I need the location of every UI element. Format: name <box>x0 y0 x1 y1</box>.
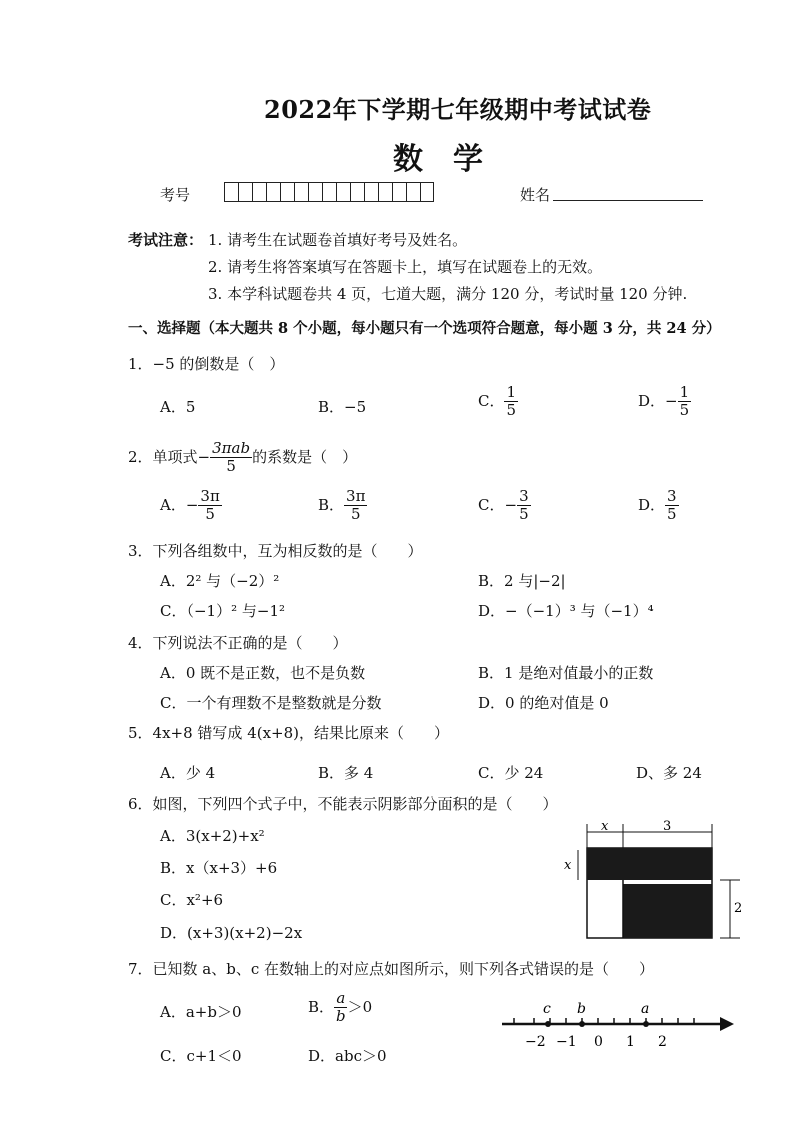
point-label-b: b <box>577 1001 586 1017</box>
q5-option-d: D、多 24 <box>636 764 702 782</box>
q5-option-a: A．少 4 <box>160 764 216 782</box>
notice-item: 1. 请考生在试题卷首填好考号及姓名。 <box>208 231 468 249</box>
label-x-top: x <box>601 819 609 834</box>
tick-label: 0 <box>594 1034 603 1050</box>
option-label: C． <box>478 495 505 514</box>
q6-option-a: A．3(x+2)+x² <box>160 827 265 845</box>
digit-box[interactable] <box>322 182 336 202</box>
name-field[interactable] <box>553 200 703 201</box>
denominator: 5 <box>350 505 361 524</box>
fraction <box>334 990 348 1026</box>
stem-text: 2．单项式 <box>128 447 198 466</box>
digit-box[interactable] <box>350 182 364 202</box>
tick-label: 2 <box>658 1034 667 1050</box>
q3-option-a: A．2² 与（−2）² <box>160 572 280 590</box>
q5-option-c: C．少 24 <box>478 764 544 782</box>
tick-label: 1 <box>626 1034 635 1050</box>
point-label-c: c <box>543 1001 551 1017</box>
q1-option-d <box>638 384 691 420</box>
q1-option-c <box>478 384 518 420</box>
point-b <box>579 1021 585 1027</box>
numerator: 3π <box>200 487 220 505</box>
point-c <box>545 1021 551 1027</box>
q2-option-b <box>318 488 367 524</box>
label-x-left: x <box>564 858 572 873</box>
option-label: B． <box>308 997 335 1016</box>
option-label: C． <box>478 391 505 410</box>
math-term: b <box>336 1007 346 1026</box>
axis-arrow-icon <box>720 1017 734 1031</box>
q2-option-d <box>638 488 679 524</box>
question-3-stem: 3．下列各组数中，互为相反数的是（ ） <box>128 542 423 560</box>
question-4-stem: 4．下列说法不正确的是（ ） <box>128 634 348 652</box>
digit-box[interactable] <box>280 182 294 202</box>
q4-option-a: A．0 既不是正数，也不是负数 <box>160 664 366 682</box>
minus-sign: − <box>504 495 518 514</box>
denominator: 5 <box>226 457 236 476</box>
fraction <box>517 488 531 524</box>
q6-option-b: B．x（x+3）+6 <box>160 859 278 877</box>
fraction <box>665 488 679 524</box>
numerator: 3π <box>346 487 366 505</box>
exam-title: 2022年下学期七年级期中考试试卷 <box>264 95 652 124</box>
tick-label: −2 <box>525 1034 546 1050</box>
q6-option-c: C．x²+6 <box>160 891 224 909</box>
option-label: D． <box>638 391 666 410</box>
digit-box[interactable] <box>336 182 350 202</box>
denominator: 5 <box>205 505 215 524</box>
q1-option-b: B．−5 <box>318 398 367 416</box>
shaded-bottom-region <box>623 884 712 938</box>
digit-box[interactable] <box>252 182 266 202</box>
digit-box[interactable] <box>420 182 434 202</box>
stem-text: 的系数是（ ） <box>252 447 358 466</box>
q7-option-a: A．a+b＞0 <box>160 1003 242 1021</box>
question-7-stem: 7．已知数 a、b、c 在数轴上的对应点如图所示，则下列各式错误的是（ ） <box>128 960 655 978</box>
numerator: 1 <box>679 383 690 401</box>
digit-box[interactable] <box>238 182 252 202</box>
question-2-stem <box>128 440 357 476</box>
q7-option-b <box>308 990 372 1026</box>
q3-option-b: B．2 与|−2| <box>478 572 566 590</box>
question-1-stem: 1．−5 的倒数是（ ） <box>128 355 285 373</box>
shaded-top-region <box>587 848 712 880</box>
digit-box[interactable] <box>406 182 420 202</box>
name-label: 姓名 <box>520 186 551 204</box>
section-heading: 一、选择题（本大题共 8 个小题，每小题只有一个选项符合题意，每小题 3 分，共 24 分） <box>128 320 721 337</box>
question-5-stem: 5．4x+8 错写成 4(x+8)，结果比原来（ ） <box>128 724 450 742</box>
q4-option-b: B．1 是绝对值最小的正数 <box>478 664 654 682</box>
q7-option-d: D．abc＞0 <box>308 1047 387 1065</box>
q7-option-c: C．c+1＜0 <box>160 1047 242 1065</box>
notice-item: 2. 请考生将答案填写在答题卡上，填写在试题卷上的无效。 <box>208 258 603 276</box>
option-label: B． <box>318 495 345 514</box>
point-label-a: a <box>641 1001 650 1017</box>
fraction <box>210 440 252 476</box>
q3-option-c: C．（−1）² 与−1² <box>160 602 285 620</box>
denominator: 5 <box>519 505 529 524</box>
numerator: 3 <box>667 487 677 505</box>
denominator <box>334 1008 348 1025</box>
notice-label: 考试注意： <box>128 231 204 249</box>
math-term: a <box>336 989 346 1007</box>
q2-option-a <box>160 488 222 524</box>
inequality: ＞0 <box>347 997 373 1016</box>
digit-box[interactable] <box>378 182 392 202</box>
digit-box[interactable] <box>294 182 308 202</box>
digit-box[interactable] <box>392 182 406 202</box>
fraction <box>198 488 221 524</box>
option-label: A． <box>160 495 186 514</box>
numerator <box>210 440 252 458</box>
numerator: 3 <box>519 487 529 505</box>
question-6-stem: 6．如图，下列四个式子中，不能表示阴影部分面积的是（ ） <box>128 795 558 813</box>
digit-box[interactable] <box>266 182 280 202</box>
label-2: 2 <box>734 901 743 916</box>
q6-option-d: D．(x+3)(x+2)−2x <box>160 924 303 942</box>
q7-number-line <box>498 996 738 1056</box>
point-a <box>643 1021 649 1027</box>
fraction <box>504 384 518 420</box>
minus-sign: − <box>197 447 211 466</box>
q5-option-b: B．多 4 <box>318 764 374 782</box>
denominator: 5 <box>506 401 517 420</box>
fraction <box>344 488 367 524</box>
numerator: 1 <box>506 383 517 401</box>
q4-option-d: D．0 的绝对值是 0 <box>478 694 609 712</box>
digit-box[interactable] <box>224 182 238 202</box>
label-3: 3 <box>663 819 672 834</box>
numerator <box>334 990 347 1008</box>
tick-label: −1 <box>556 1034 577 1050</box>
q1-option-a: A．5 <box>160 398 196 416</box>
exam-number-label: 考号 <box>160 186 191 204</box>
q4-option-c: C．一个有理数不是整数就是分数 <box>160 694 382 712</box>
q3-option-d: D．−（−1）³ 与（−1）⁴ <box>478 602 654 620</box>
option-label: D． <box>638 495 666 514</box>
denominator: 5 <box>679 401 690 420</box>
minus-sign: − <box>665 391 678 410</box>
digit-box[interactable] <box>364 182 378 202</box>
subject-title: 数学 <box>393 142 513 177</box>
exam-number-boxes[interactable] <box>224 182 434 202</box>
denominator: 5 <box>667 505 677 524</box>
digit-box[interactable] <box>308 182 322 202</box>
q6-area-figure <box>560 818 750 943</box>
minus-sign: − <box>185 495 199 514</box>
math-term: 3πab <box>212 439 251 457</box>
notice-item: 3. 本学科试题卷共 4 页，七道大题，满分 120 分，考试时量 120 分钟. <box>208 285 688 303</box>
fraction <box>678 384 692 420</box>
q2-option-c <box>478 488 531 524</box>
